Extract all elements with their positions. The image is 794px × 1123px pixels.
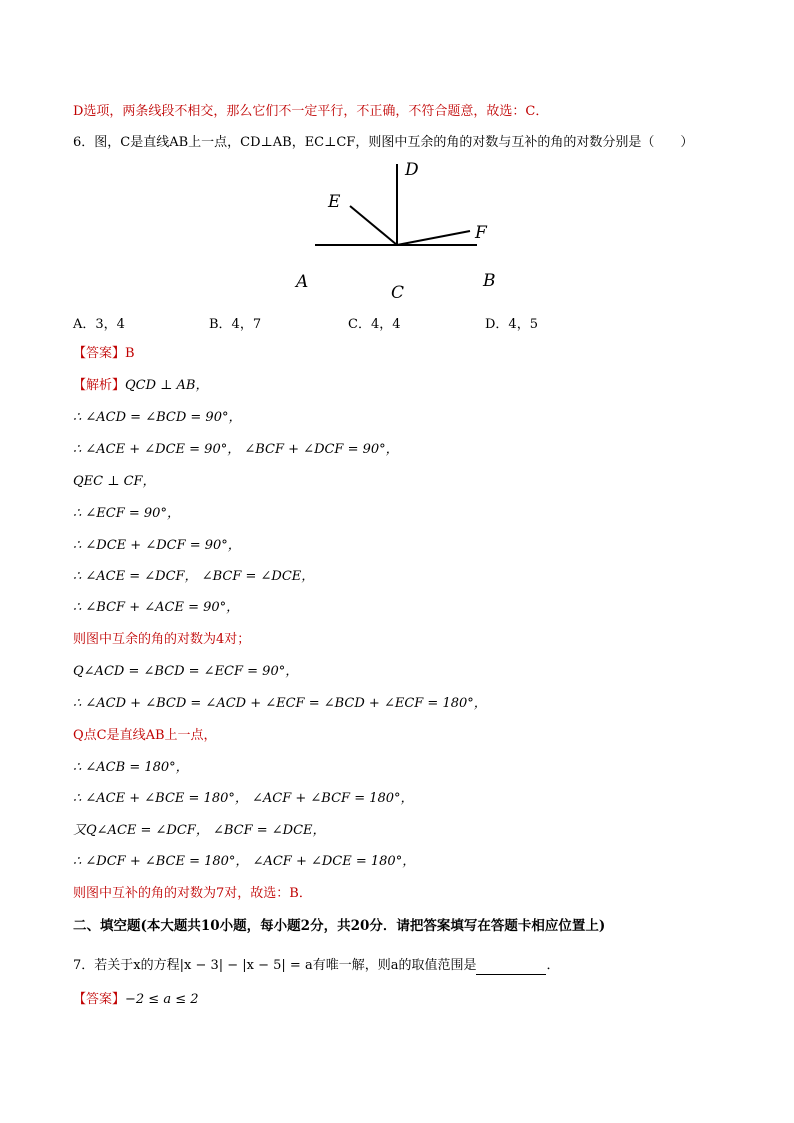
label-a: A (296, 272, 309, 292)
option-b: B．4，7 (209, 317, 262, 332)
label-d: D (405, 160, 419, 180)
analysis-line: ∴ ∠BCF + ∠ACE = 90°， (73, 600, 240, 615)
ray-ce (350, 206, 397, 245)
analysis-line: ∴ ∠ACD = ∠BCD = 90°， (73, 410, 242, 425)
geometry-figure (290, 158, 510, 303)
label-f: F (475, 223, 487, 243)
ray-cf (397, 231, 470, 245)
answer-blank (476, 960, 546, 975)
option-d: D．4，5 (485, 317, 538, 332)
option-c: C．4，4 (348, 317, 401, 332)
analysis-line: ∴ ∠DCE + ∠DCF = 90°， (73, 538, 241, 553)
question-7-suffix: ． (546, 958, 560, 973)
analysis-line: ∴ ∠ACE + ∠DCE = 90°， ∠BCF + ∠DCF = 90°， (73, 442, 399, 457)
section-2-title: 二、填空题(本大题共10小题，每小题2分，共20分．请把答案填写在答题卡相应位置上) (73, 918, 606, 934)
question-7-answer (73, 991, 199, 1009)
analysis-line: ∴ ∠DCF + ∠BCE = 180°， ∠ACF + ∠DCE = 180°， (73, 854, 416, 869)
analysis-line: Q∠ACD = ∠BCD = ∠ECF = 90°， (73, 664, 299, 679)
analysis-line: ∴ ∠ACD + ∠BCD = ∠ACD + ∠ECF = ∠BCD + ∠ECF = 180°， (73, 696, 487, 711)
analysis-line: 则图中互补的角的对数为7对，故选：B． (73, 886, 312, 901)
answer-tag: 【答案】 (73, 992, 126, 1007)
analysis-line: Q点C是直线AB上一点， (73, 728, 217, 743)
option-a: A．3，4 (73, 317, 125, 332)
analysis-line: ∴ ∠ECF = 90°， (73, 506, 180, 521)
analysis-line: ∴ ∠ACB = 180°， (73, 760, 189, 775)
previous-analysis-tail: D选项，两条线段不相交，那么它们不一定平行，不正确，不符合题意，故选：C． (73, 104, 549, 119)
question-7-stem (73, 957, 559, 975)
analysis-tag: 【解析】 (73, 378, 126, 393)
label-b: B (483, 271, 496, 291)
analysis-line: QEC ⊥ CF， (73, 474, 156, 489)
question-6-answer (73, 345, 135, 363)
analysis-line (73, 377, 208, 395)
analysis-text: QCD ⊥ AB， (125, 378, 209, 393)
analysis-line: ∴ ∠ACE = ∠DCF， ∠BCF = ∠DCE， (73, 569, 315, 584)
label-e: E (328, 192, 341, 212)
question-7-text: 7．若关于x的方程|x − 3| − |x − 5| = a有唯一解，则a的取值范围是 (73, 958, 477, 973)
answer-tag: 【答案】 (73, 346, 126, 361)
analysis-line: ∴ ∠ACE + ∠BCE = 180°， ∠ACF + ∠BCF = 180°， (73, 791, 414, 806)
analysis-line: 则图中互余的角的对数为4对； (73, 632, 251, 647)
answer-value: −2 ≤ a ≤ 2 (125, 992, 199, 1007)
analysis-line: 又Q∠ACE = ∠DCF， ∠BCF = ∠DCE， (73, 823, 326, 838)
answer-value: B (125, 346, 135, 361)
label-c: C (391, 283, 405, 303)
question-6-stem: 6．图，C是直线AB上一点，CD⊥AB，EC⊥CF，则图中互余的角的对数与互补的角的对数分别是（ ） (73, 135, 694, 150)
